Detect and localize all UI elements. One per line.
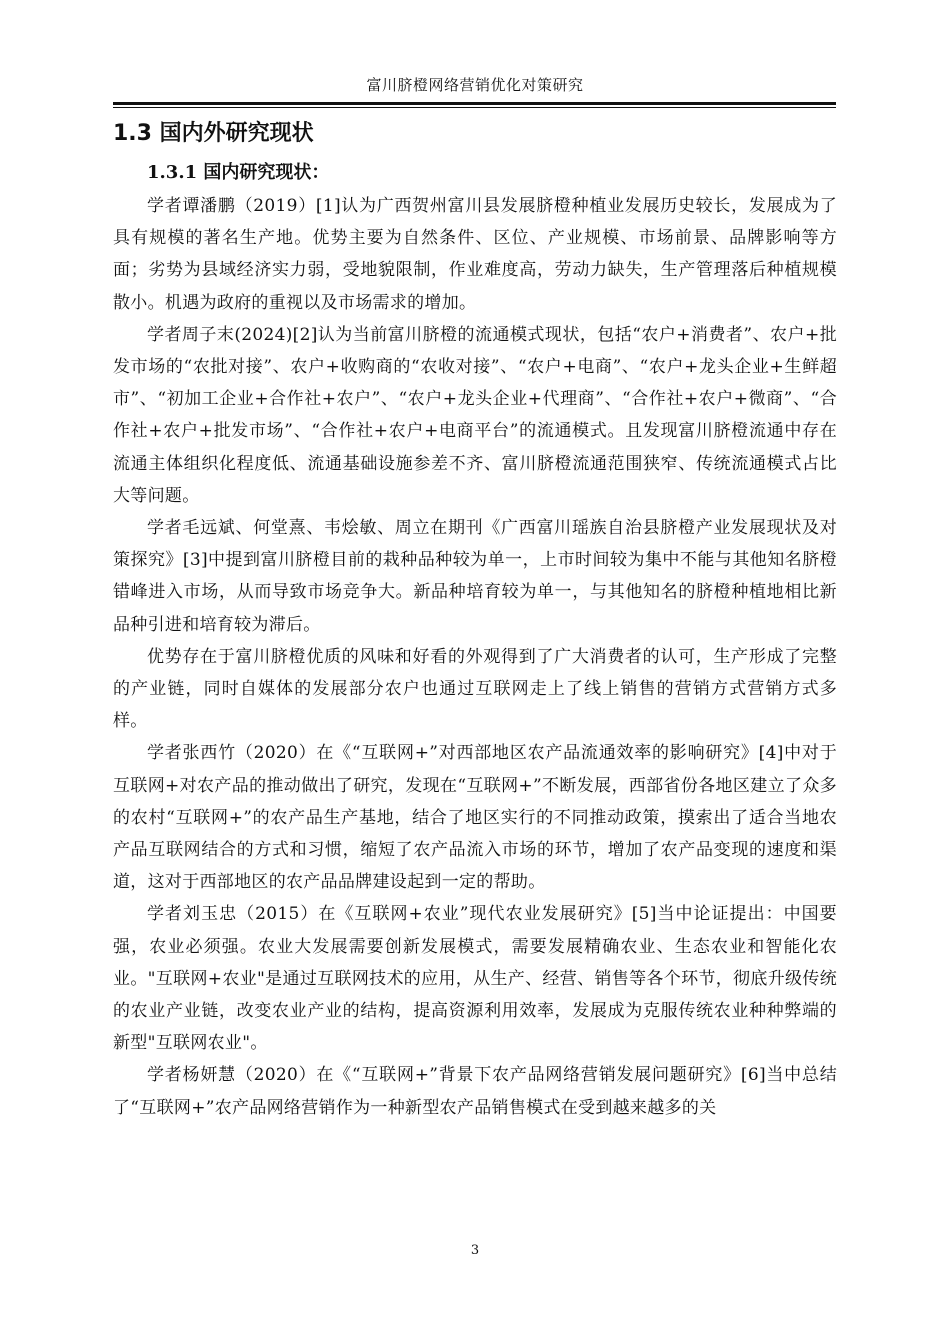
header-rule-thin: [113, 107, 836, 108]
header-rule-thick: [113, 102, 836, 105]
section-heading: 1.3 国内外研究现状: [113, 121, 314, 146]
paragraph-zhang-xizhu: 学者张西竹（2020）在《“互联网+”对西部地区农产品流通效率的影响研究》[4]中对于互联网+对农产品的推动做出了研究，发现在“互联网+”不断发展，西部省份各地区建立了众多的农村“互联网+”的农产品生产基地，结合了地区实行的不同推动政策，摸索出了适合当地农产品互联网结合的方式和习惯，缩短了农产品流入市场的环节，增加了农产品变现的速度和渠道，这对于西部地区的农产品品牌建设起到一定的帮助。: [113, 743, 837, 893]
body-text: [113, 190, 837, 1124]
paragraph-mao-yuanbin: 学者毛远斌、何堂熹、韦烩敏、周立在期刊《广西富川瑶族自治县脐橙产业发展现状及对策探究》[3]中提到富川脐橙目前的栽种品种较为单一，上市时间较为集中不能与其他知名脐橙错峰进入市场，从而导致市场竞争大。新品种培育较为单一，与其他知名的脐橙种植地相比新品种引进和培育较为滞后。: [113, 518, 837, 635]
paragraph-liu-yuzhong: 学者刘玉忠（2015）在《互联网+农业”现代农业发展研究》[5]当中论证提出：中国要强，农业必须强。农业大发展需要创新发展模式，需要发展精确农业、生态农业和智能化农业。"互联网+农业"是通过互联网技术的应用，从生产、经营、销售等各个环节，彻底升级传统的农业产业链，改变农业产业的结构，提高资源利用效率，发展成为克服传统农业种种弊端的新型"互联网农业"。: [113, 904, 837, 1054]
page-number: 3: [470, 1243, 480, 1258]
paragraph-yang-yanhui: 学者杨妍慧（2020）在《“互联网+”背景下农产品网络营销发展问题研究》[6]当中总结了“互联网+”农产品网络营销作为一种新型农产品销售模式在受到越来越多的关: [113, 1065, 837, 1118]
paragraph-zhou-zimo: 学者周子末(2024)[2]认为当前富川脐橙的流通模式现状，包括“农户+消费者”、农户+批发市场的“农批对接”、农户+收购商的“农收对接”、“农户+电商”、“农户+龙头企业+生鲜超市”、“初加工企业+合作社+农户”、“农户+龙头企业+代理商”、“合作社+农户+微商”、“合作社+农户+批发市场”、“合作社+农户+电商平台”的流通模式。且发现富川脐橙流通中存在流通主体组织化程度低、流通基础设施参差不齐、富川脐橙流通范围狭窄、传统流通模式占比大等问题。: [113, 324, 837, 506]
paragraph-tan-panpeng: 学者谭潘鹏（2019）[1]认为广西贺州富川县发展脐橙种植业发展历史较长，发展成为了具有规模的著名生产地。优势主要为自然条件、区位、产业规模、市场前景、品牌影响等方面；劣势为县域经济实力弱，受地貌限制，作业难度高，劳动力缺失，生产管理落后种植规模散小。机遇为政府的重视以及市场需求的增加。: [113, 196, 837, 313]
running-header-title: 富川脐橙网络营销优化对策研究: [366, 76, 584, 94]
paragraph-advantages: 优势存在于富川脐橙优质的风味和好看的外观得到了广大消费者的认可，生产形成了完整的产业链，同时自媒体的发展部分农户也通过互联网走上了线上销售的营销方式营销方式多样。: [113, 646, 837, 732]
subsection-heading: 1.3.1 国内研究现状：: [147, 162, 330, 183]
